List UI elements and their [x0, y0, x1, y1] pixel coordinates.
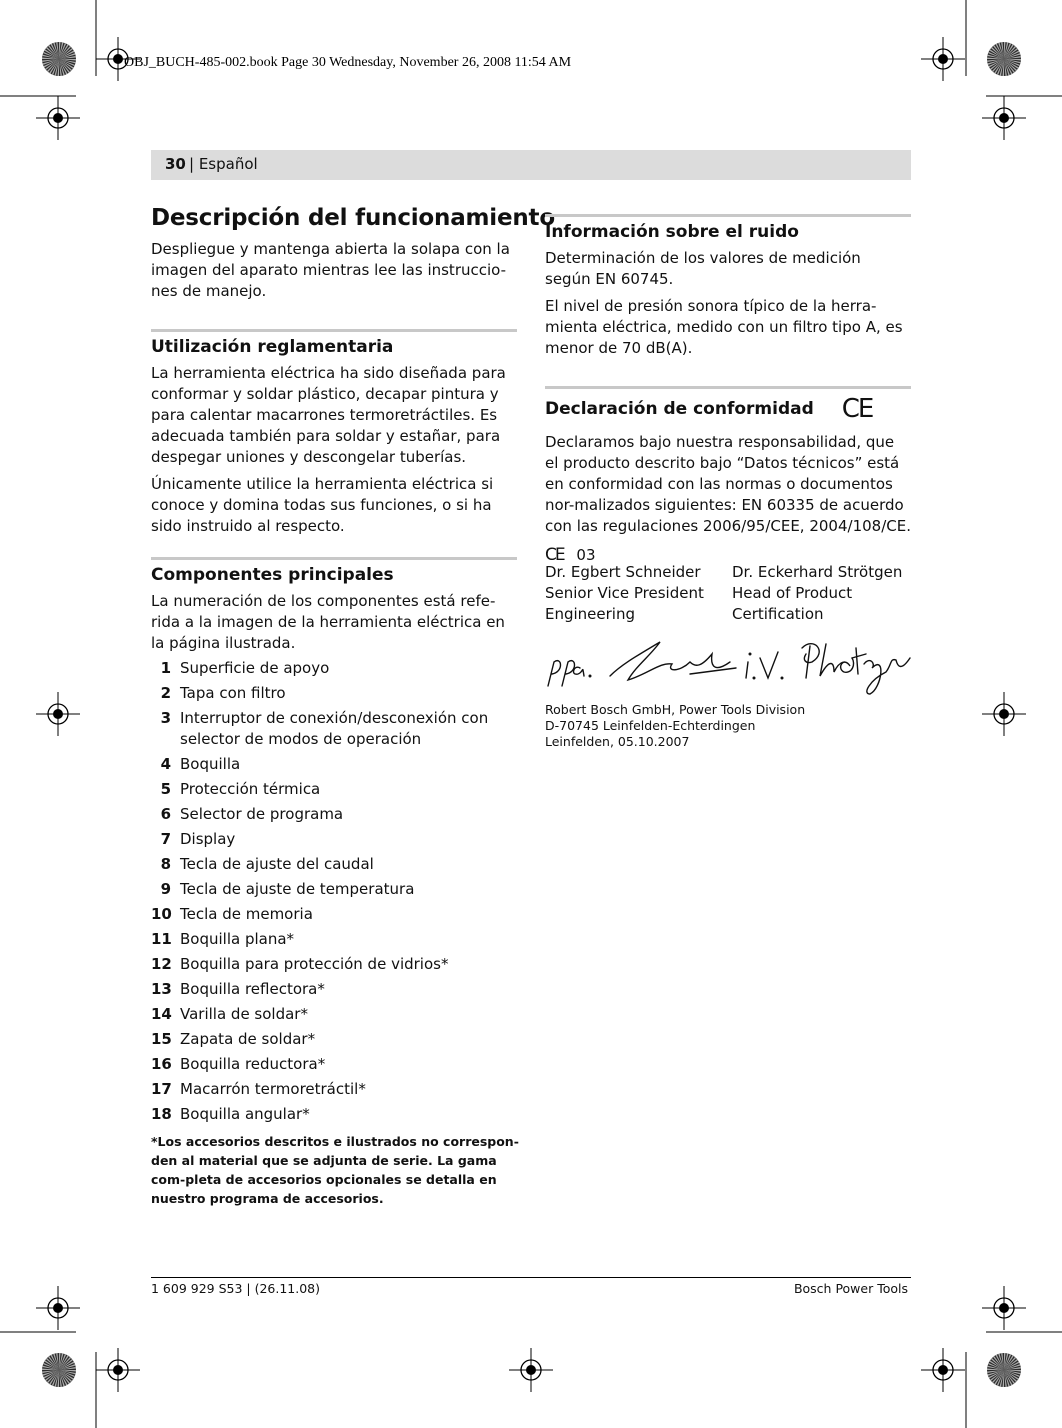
list-item	[151, 658, 521, 679]
list-item	[151, 1104, 521, 1125]
intro-paragraph: Despliegue y mantenga abierta la solapa con la imagen del aparato mientras lee las instruccio-nes de manejo.	[151, 240, 510, 300]
list-item	[151, 1054, 521, 1075]
crosshair-mark	[982, 96, 1026, 140]
list-item-label: Tecla de memoria	[180, 905, 313, 923]
list-item	[151, 1079, 521, 1100]
list-item-number: 6	[160, 805, 171, 823]
list-item-number: 8	[160, 855, 171, 873]
list-item-number: 15	[151, 1030, 172, 1048]
list-item-number: 7	[160, 830, 171, 848]
list-item	[151, 1004, 521, 1025]
list-item	[151, 954, 521, 975]
use-section	[151, 329, 517, 537]
components-intro: La numeración de los componentes está refe-rida a la imagen de la herramienta eléctrica en la página ilustrada.	[151, 592, 505, 652]
noise-heading: Información sobre el ruido	[545, 222, 799, 242]
list-item	[151, 979, 521, 1000]
list-item-label: Zapata de soldar*	[180, 1030, 316, 1048]
printer-mark: OBJ_BUCH-485-002.book Page 30 Wednesday, November 26, 2008 11:54 AM	[124, 55, 572, 70]
starburst-mark	[987, 42, 1021, 76]
list-item-number: 14	[151, 1005, 172, 1023]
list-item-label: Display	[180, 830, 236, 848]
starburst-mark	[987, 1353, 1021, 1387]
list-item-number: 13	[151, 980, 172, 998]
crosshair-mark	[982, 692, 1026, 736]
ce-mark-small-icon: CE	[545, 545, 564, 565]
left-column	[151, 205, 555, 302]
list-item-number: 16	[151, 1055, 172, 1073]
conformity-heading-text: Declaración de conformidad	[545, 399, 814, 419]
use-heading: Utilización reglamentaria	[151, 337, 394, 357]
list-item-label: Interruptor de conexión/desconexión con selector de modos de operación	[180, 709, 489, 748]
conformity-section	[545, 386, 911, 566]
signer-2-title: Head of Product	[732, 584, 853, 602]
starburst-mark	[42, 42, 76, 76]
list-item	[151, 1029, 521, 1050]
list-item	[151, 779, 521, 800]
page-number: 30	[165, 155, 186, 173]
noise-paragraph-1: Determinación de los valores de medición según EN 60745.	[545, 249, 861, 288]
page-header	[151, 150, 911, 180]
starburst-mark	[42, 1353, 76, 1387]
company-street: D-70745 Leinfelden-Echterdingen	[545, 718, 756, 733]
noise-section	[545, 214, 911, 359]
components-list	[151, 658, 521, 1129]
ce-year: 03	[576, 546, 596, 564]
list-item-number: 17	[151, 1080, 172, 1098]
list-item-number: 2	[160, 684, 171, 702]
list-item	[151, 683, 521, 704]
signer-2-name: Dr. Eckerhard Strötgen	[732, 563, 903, 581]
footer-brand: Bosch Power Tools	[793, 1281, 908, 1296]
list-item-number: 9	[160, 880, 171, 898]
signer-1	[545, 562, 704, 625]
ce-mark-icon: CE	[841, 394, 873, 424]
list-item-label: Boquilla	[180, 755, 241, 773]
list-item-label: Boquilla reflectora*	[180, 980, 325, 998]
list-item	[151, 829, 521, 850]
list-item	[151, 708, 521, 750]
signatures	[540, 634, 920, 698]
list-item	[151, 879, 521, 900]
use-paragraph-2: Únicamente utilice la herramienta eléctrica si conoce y domina todas sus funciones, o si ha sido instruido al respecto.	[151, 475, 494, 535]
list-item	[151, 804, 521, 825]
list-item-label: Superficie de apoyo	[180, 659, 330, 677]
footer-doc-number: 1 609 929 S53 | (26.11.08)	[151, 1281, 321, 1296]
list-item-label: Macarrón termoretráctil*	[180, 1080, 366, 1098]
list-item	[151, 904, 521, 925]
list-item-label: Tecla de ajuste del caudal	[180, 855, 374, 873]
crosshair-mark	[921, 1348, 965, 1392]
list-item-number: 4	[160, 755, 171, 773]
crosshair-mark	[36, 96, 80, 140]
list-item	[151, 754, 521, 775]
list-item-label: Selector de programa	[180, 805, 344, 823]
list-item-number: 3	[160, 709, 171, 727]
list-item	[151, 929, 521, 950]
crosshair-mark	[982, 1286, 1026, 1330]
signer-1-title: Senior Vice President	[545, 584, 704, 602]
signer-1-dept: Engineering	[545, 605, 635, 623]
list-item-label: Boquilla plana*	[180, 930, 295, 948]
list-item-label: Tapa con filtro	[180, 684, 286, 702]
conformity-paragraph: Declaramos bajo nuestra responsabilidad, que el producto descrito bajo “Datos técnicos” está en conformidad con las normas o documentos nor-malizados siguientes: EN 60335 de acuerdo con las regulaciones 2006/95/CEE, 2004/108/CE.	[545, 433, 911, 535]
conformity-heading	[545, 394, 911, 424]
list-item-number: 1	[160, 659, 171, 677]
signer-2-dept: Certification	[732, 605, 824, 623]
noise-paragraph-2: El nivel de presión sonora típico de la herra-mienta eléctrica, medido con un filtro tipo A, es menor de 70 dB(A).	[545, 297, 903, 357]
company-name: Robert Bosch GmbH, Power Tools Division	[545, 702, 806, 717]
list-item-number: 12	[151, 955, 172, 973]
list-item-number: 10	[151, 905, 172, 923]
list-item-label: Tecla de ajuste de temperatura	[180, 880, 415, 898]
list-item-label: Boquilla para protección de vidrios*	[180, 955, 449, 973]
company-address	[545, 702, 805, 750]
list-item-number: 11	[151, 930, 172, 948]
list-item-label: Protección térmica	[180, 780, 321, 798]
signer-2	[732, 562, 902, 625]
crosshair-mark	[96, 1348, 140, 1392]
place-date: Leinfelden, 05.10.2007	[545, 734, 690, 749]
list-item-label: Boquilla reductora*	[180, 1055, 326, 1073]
components-heading: Componentes principales	[151, 565, 394, 585]
components-section	[151, 557, 517, 654]
list-item-number: 18	[151, 1105, 172, 1123]
signer-1-name: Dr. Egbert Schneider	[545, 563, 701, 581]
header-section: | Español	[189, 155, 258, 173]
footer-rule	[151, 1277, 911, 1278]
crosshair-mark	[921, 37, 965, 81]
list-item-label: Varilla de soldar*	[180, 1005, 308, 1023]
page-title: Descripción del funcionamiento	[151, 205, 555, 231]
crosshair-mark	[509, 1348, 553, 1392]
list-item-label: Boquilla angular*	[180, 1105, 310, 1123]
crosshair-mark	[36, 692, 80, 736]
list-item	[151, 854, 521, 875]
crosshair-mark	[36, 1286, 80, 1330]
list-item-number: 5	[160, 780, 171, 798]
accessories-footnote: *Los accesorios descritos e ilustrados no correspon-den al material que se adjunta de serie. La gama com-pleta de accesorios opcionales se detalla en nuestro programa de accesorios.	[151, 1134, 519, 1206]
use-paragraph-1: La herramienta eléctrica ha sido diseñada para conformar y soldar plástico, decapar pintura y para calentar macarrones termoretráctiles. Es adecuada también para soldar y estañar, para despegar uniones y descongelar tuberías.	[151, 364, 506, 466]
